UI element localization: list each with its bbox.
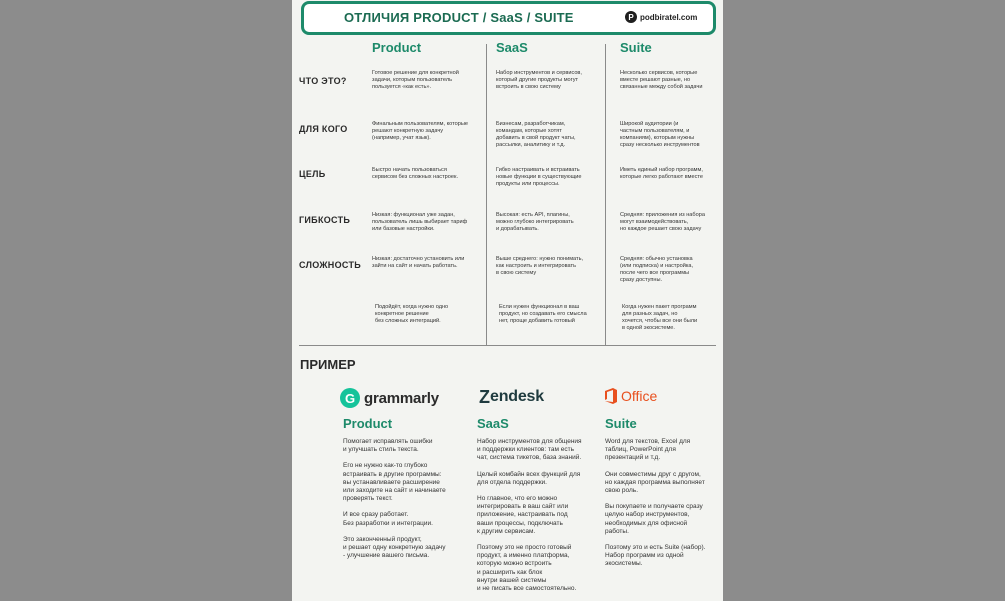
cell-line: которые легко работают вместе [620,173,703,180]
cell-line: Бизнесам, разработчикам, [496,121,566,127]
cell-line: командам, которые хотят [496,127,562,134]
example-paragraph: Но главное, что его можно интегрировать в ваш сайт или приложение, настраивать под ваши процессы, подключать к другим сервисам. [477,495,569,535]
zendesk-logo [479,388,544,406]
column-header-suite: Suite [620,40,652,55]
note-suite [622,304,723,332]
note-line: в одной экосистеме. [622,325,675,331]
cell-saas [496,70,608,91]
cell-line: задачи, которым пользователь [372,76,453,83]
cell-line: сразу несколько инструментов [620,141,700,148]
cell-product [372,121,484,142]
cell-line: Иметь единый набор программ, [620,167,703,173]
row-label: ЧТО ЭТО? [299,76,347,86]
cell-suite [620,256,723,284]
row-label: ЦЕЛЬ [299,169,326,179]
cell-suite [620,121,723,149]
example-paragraph: Они совместимы друг с другом, но каждая программа выполняет свою роль. [605,470,705,495]
cell-product [372,212,484,233]
example-paragraph: Его не нужно как-то глубоко встраивать в другие программы: вы устанавливаете расширение или заходите на сайт и начинаете проверять текст. [343,462,446,503]
cell-line: Низкая: функционал уже задан, [372,212,455,218]
note-line: Когда нужен пакет программ [622,304,697,310]
cell-line: компаниям), которым нужны [620,134,695,141]
example-paragraph: Помогает исправлять ошибки и улучшать стиль текста. [343,438,433,454]
cell-product [372,256,484,270]
section-divider [299,345,716,346]
cell-line: но каждое решает свою задачу [620,225,702,232]
cell-saas [496,256,608,277]
note-line: без сложных интеграций. [375,318,441,324]
row-label: ГИБКОСТЬ [299,215,351,225]
cell-saas [496,212,608,233]
cell-line: рассылки, аналитику и т.д. [496,141,566,148]
cell-line: продукты или процессы. [496,180,560,187]
example-section-title: ПРИМЕР [300,357,356,372]
cell-suite [620,70,723,91]
example-type-product: Product [343,416,393,431]
cell-line: Быстро начать пользоваться [372,167,447,173]
example-text-grammarly [343,438,461,568]
document-page [292,0,723,601]
note-line: хочется, чтобы все они были [622,318,698,324]
example-paragraph: И все сразу работает. Без разработки и интеграции. [343,511,433,527]
example-type-saas: SaaS [477,416,509,431]
cell-line: пользуется «как есть». [372,83,432,90]
cell-suite [620,212,723,233]
cell-saas [496,167,608,188]
cell-line: Широкой аудитории (и [620,121,679,127]
column-header-saas: SaaS [496,40,528,55]
office-icon [604,388,618,404]
office-wordmark: Office [621,388,658,404]
cell-line: связанные между собой задачи [620,83,703,90]
example-paragraph: Поэтому это не просто готовый продукт, а именно платформа, которую можно встроить и расширить как блок внутри вашей системы и не писать все самостоятельно. [477,544,577,593]
cell-line: решают конкретную задачу [372,127,444,134]
note-line: конкретное решение [375,311,429,317]
zendesk-icon: Z [479,387,490,407]
cell-line: Набор инструментов и сервисов, [496,70,582,76]
cell-line: и дорабатывать. [496,225,539,232]
cell-line: Гибко настраивать и встраивать [496,167,580,173]
example-paragraph: Набор инструментов для общения и поддержки клиентов: там есть чат, система тикетов, база знаний. [477,438,582,462]
example-type-suite: Suite [605,416,637,431]
cell-line: Низкая: достаточно установить или [372,256,465,262]
cell-line: сразу доступны. [620,276,663,283]
title-banner [301,1,716,35]
cell-line: Готовое решение для конкретной [372,70,459,76]
zendesk-wordmark: endesk [490,388,544,405]
cell-line: который другие продукты могут [496,76,579,83]
example-paragraph: Вы покупаете и получаете сразу целую набор инструментов, необходимых для офисной работы. [605,503,703,535]
document-title: ОТЛИЧИЯ PRODUCT / SaaS / SUITE [344,10,574,25]
cell-line: Высокая: есть API, плагины, [496,212,570,218]
column-header-product: Product [372,40,422,55]
cell-line: добавить в свой продукт чаты, [496,134,576,141]
example-paragraph: Это законченный продукт, и решает одну конкретную задачу - улучшение вашего письма. [343,535,446,560]
row-label: СЛОЖНОСТЬ [299,260,362,270]
cell-product [372,70,484,91]
example-text-zendesk [477,438,595,601]
column-divider [486,44,487,346]
cell-suite [620,167,723,181]
note-line: Если нужен функционал в ваш [499,304,580,310]
example-paragraph: Целый комбайн всех функций для для отдела поддержки. [477,470,581,486]
cell-line: частным пользователям, и [620,127,690,134]
logo-icon: P [625,11,637,23]
logo-text: podbiratel.com [640,12,698,22]
cell-line: Финальным пользователям, которые [372,121,468,127]
example-paragraph: Word для текстов, Excel для таблиц, PowerPoint для презентаций и т.д. [605,438,691,462]
example-paragraph: Поэтому это и есть Suite (набор). Набор программ из одной экосистемы. [605,544,706,568]
cell-line: встроить в свою систему [496,83,561,90]
cell-line: могут взаимодействовать, [620,218,689,225]
cell-line: как настроить и интегрировать [496,262,576,269]
cell-line: зайти на сайт и начать работать. [372,262,458,269]
note-line: нет, проще добавить готовый [499,318,575,324]
grammarly-logo [340,388,439,408]
cell-line: новые функции в существующие [496,173,582,180]
cell-line: Средняя: обычно установка [620,256,693,262]
note-line: для разных задач, но [622,311,678,317]
cell-line: Средняя: приложения из набора [620,212,705,218]
cell-saas [496,121,608,149]
note-line: продукт, но создавать его смысла [499,311,587,317]
office-logo [604,388,657,404]
cell-line: Несколько сервисов, которые [620,70,698,76]
example-text-office [605,438,723,577]
cell-line: (например, учат язык). [372,134,431,141]
cell-line: пользователь лишь выбирает тариф [372,218,468,225]
grammarly-icon: G [340,388,360,408]
grammarly-wordmark: grammarly [364,389,439,407]
cell-line: вместе решают разные, но [620,76,691,83]
cell-line: Выше среднего: нужно понимать, [496,256,584,262]
note-line: Подойдёт, когда нужно одно [375,304,449,310]
cell-line: после чего все программы [620,269,690,276]
cell-line: или базовые настройки. [372,225,435,232]
note-saas [499,304,609,325]
site-logo[interactable] [625,11,697,23]
cell-product [372,167,484,181]
row-label: ДЛЯ КОГО [299,124,348,134]
cell-line: в свою систему [496,269,537,276]
cell-line: (или подписка) и настройка, [620,262,694,269]
cell-line: можно глубоко интегрировать [496,218,574,225]
cell-line: сервисом без сложных настроек. [372,173,459,180]
note-product [375,304,485,325]
